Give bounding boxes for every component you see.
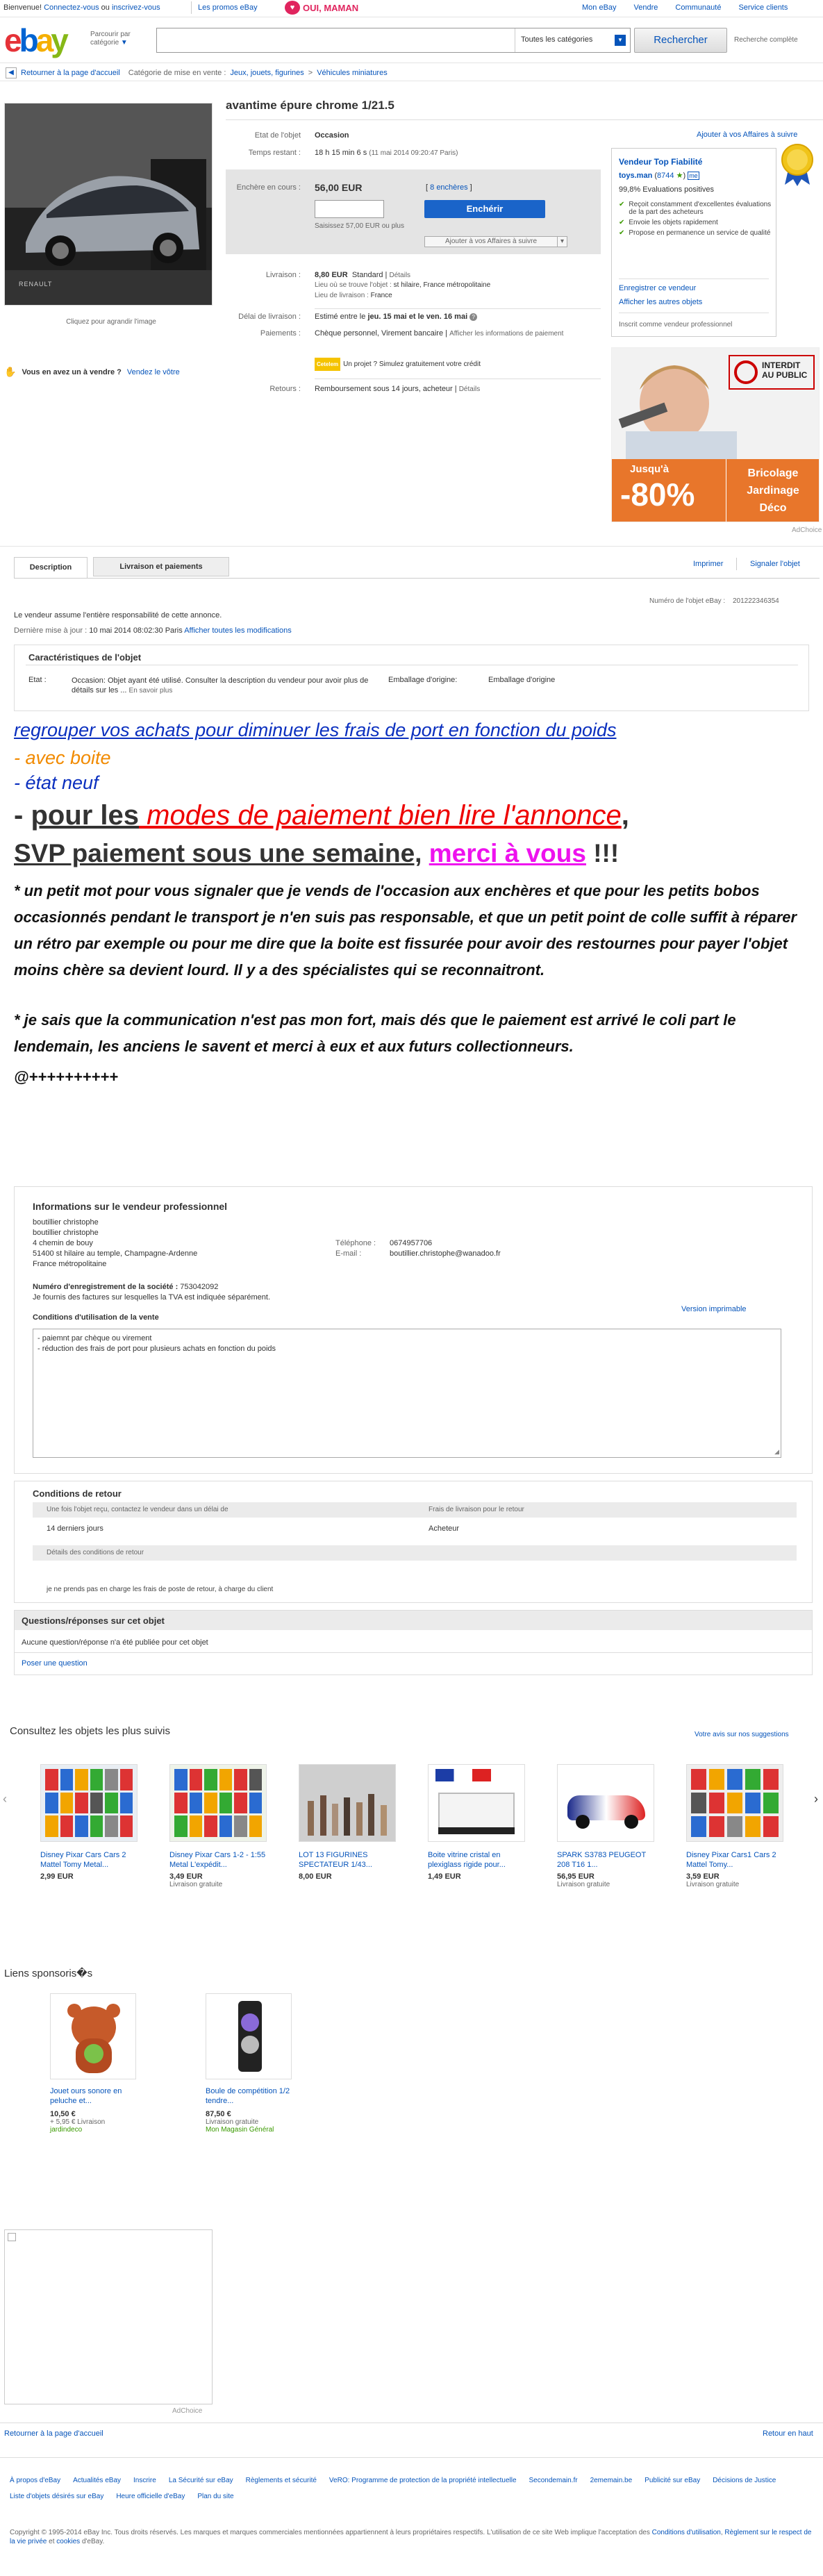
car-photo xyxy=(5,103,212,305)
recent-item-price: 8,00 EUR xyxy=(299,1872,332,1881)
copyright-suffix: d'eBay. xyxy=(81,2538,105,2545)
ad-upto: Jusqu'à xyxy=(630,463,670,475)
recent-item-shipping: Livraison gratuite xyxy=(686,1881,740,1888)
footer-link[interactable]: Décisions de Justice xyxy=(713,2477,776,2484)
positive-feedback: 99,8% Evaluations positives xyxy=(619,185,714,194)
footer-link[interactable]: Liste d'objets désirés sur eBay xyxy=(10,2493,104,2500)
pro-city: 51400 st hilaire au temple, Champagne-Ardenne xyxy=(33,1249,198,1258)
time-left-label: Temps restant : xyxy=(248,149,301,157)
ad-placeholder[interactable] xyxy=(4,2229,213,2404)
promos-link[interactable]: Les promos eBay xyxy=(198,3,258,12)
desc-line4-modes: modes de paiement bien lire l'annonce xyxy=(139,800,622,831)
sponsored-title: Liens sponsoris�s xyxy=(4,1968,93,1979)
search-button[interactable]: Rechercher xyxy=(634,28,727,53)
shipping-type: Standard xyxy=(351,271,383,279)
pro-address xyxy=(33,1218,197,1270)
desc-signature: @++++++++++ xyxy=(14,1068,118,1086)
return-details-text: je ne prends pas en charge les frais de poste de retour, à charge du client xyxy=(47,1586,274,1593)
logo-b: b xyxy=(19,22,36,58)
greeting: Bienvenue! xyxy=(3,3,42,12)
desc-line4-dash: - xyxy=(14,800,31,831)
printable-version-link[interactable]: Version imprimable xyxy=(681,1305,747,1313)
recent-item[interactable] xyxy=(299,1764,396,1881)
sponsored-item-price: 87,50 € xyxy=(206,2110,231,2118)
carousel-prev-icon[interactable]: ‹ xyxy=(3,1792,7,1806)
recent-item-shipping: Livraison gratuite xyxy=(169,1881,223,1888)
last-update-label: Dernière mise à jour : xyxy=(14,626,88,635)
check-icon: ✔ xyxy=(619,201,625,208)
footer-link[interactable]: 2ememain.be xyxy=(590,2477,633,2484)
desc-line1: regrouper vos achats pour diminuer les frais de port en fonction du poids xyxy=(14,720,617,740)
spec-state-label: Etat : xyxy=(28,676,47,684)
cookies-link[interactable]: cookies xyxy=(56,2538,81,2545)
watch-button-label: Ajouter à vos Affaires à suivre xyxy=(444,238,538,245)
category-select[interactable] xyxy=(515,28,630,52)
top-nav xyxy=(582,3,788,12)
add-watchlist-link[interactable]: Ajouter à vos Affaires à suivre xyxy=(697,131,798,139)
qa-title: Questions/réponses sur cet objet xyxy=(22,1615,165,1626)
condition-value: Occasion xyxy=(315,131,349,140)
advanced-search-link[interactable]: Recherche complète xyxy=(734,36,798,44)
copyright-text: Copyright © 1995-2014 eBay Inc. Tous droits réservés. Les marques et marques commerciales mentionnées appartiennent à leurs propriétaires respectifs. L'utilisation de ce site Web implique l'acceptation des xyxy=(10,2529,650,2536)
pro-street: 4 chemin de bouy xyxy=(33,1239,93,1247)
ship-to-label: Lieu de livraison : xyxy=(315,292,369,299)
ad-banner[interactable] xyxy=(611,347,820,522)
return-details-header xyxy=(33,1545,797,1561)
see-more-link[interactable]: En savoir plus xyxy=(128,687,173,695)
payment-methods: Chèque personnel, Virement bancaire xyxy=(315,329,444,338)
item-image[interactable] xyxy=(4,103,213,306)
return-details-title: Détails des conditions de retour xyxy=(47,1549,144,1556)
recent-item[interactable] xyxy=(557,1764,654,1888)
registration-number xyxy=(33,1283,218,1291)
recent-item-price: 3,49 EUR xyxy=(169,1872,203,1881)
broken-image-icon xyxy=(8,2233,16,2241)
logo-a: a xyxy=(35,22,51,58)
return-table-header xyxy=(33,1502,797,1518)
footer-link[interactable]: La Sécurité sur eBay xyxy=(168,2477,233,2484)
my-ebay-link[interactable]: Mon eBay xyxy=(582,3,617,12)
reg-value: 753042092 xyxy=(180,1283,219,1291)
item-number-value: 201222346354 xyxy=(732,597,779,605)
last-update xyxy=(14,626,292,635)
desc-line5-thanks: merci à vous xyxy=(429,839,586,867)
recent-item-image xyxy=(557,1764,654,1842)
location-label: Lieu où se trouve l'objet : xyxy=(315,281,392,289)
tab-description[interactable]: Description xyxy=(14,557,88,578)
delivery-estimate xyxy=(315,313,477,321)
breadcrumb xyxy=(6,67,388,78)
recent-item-image xyxy=(686,1764,783,1842)
current-bid-value: 56,00 EUR xyxy=(315,182,363,193)
sell-link[interactable]: Vendre xyxy=(633,3,658,12)
shipping-info: 8,80 EUR Standard | Détails Lieu où se trouve l'objet : st hilaire, France métropolitaine Lieu de livraison : France xyxy=(315,271,491,299)
footer-link[interactable]: Inscrire xyxy=(133,2477,156,2484)
register-link[interactable]: inscrivez-vous xyxy=(111,3,160,12)
top-welcome xyxy=(3,3,160,12)
help-link[interactable]: Service clients xyxy=(738,3,788,12)
pro-seller-text: Inscrit comme vendeur professionnel xyxy=(619,321,733,329)
desc-line3: - état neuf xyxy=(14,772,99,793)
seller-responsibility: Le vendeur assume l'entière responsabilité de cette annonce. xyxy=(14,611,222,620)
resize-handle-icon[interactable]: ◢ xyxy=(774,1448,779,1455)
recent-item-title[interactable]: SPARK S3783 PEUGEOT 208 T16 1... xyxy=(557,1851,646,1869)
last-update-value: 10 mai 2014 08:02:30 Paris xyxy=(89,626,183,635)
crumb-vehicles[interactable]: Véhicules miniatures xyxy=(317,69,388,77)
recent-item-price: 2,99 EUR xyxy=(40,1872,74,1881)
crumb-toys[interactable]: Jeux, jouets, figurines xyxy=(230,69,304,77)
recent-item-title[interactable]: LOT 13 FIGURINES SPECTATEUR 1/43... xyxy=(299,1851,372,1869)
cetelem-promo[interactable] xyxy=(315,358,481,371)
chevron-down-icon: ▼ xyxy=(615,35,626,46)
browse-category[interactable] xyxy=(90,31,146,47)
footer-link[interactable]: Publicité sur eBay xyxy=(645,2477,701,2484)
hand-icon: ✋ xyxy=(4,366,17,377)
heart-icon: ♥ xyxy=(285,1,300,15)
recent-item-price: 3,59 EUR xyxy=(686,1872,720,1881)
qa-none: Aucune question/réponse n'a été publiée pour cet objet xyxy=(22,1638,208,1647)
save-seller-link[interactable]: Enregistrer ce vendeur xyxy=(619,284,697,292)
benefit-1: Reçoit constamment d'excellentes évaluations de la part des acheteurs xyxy=(629,201,772,216)
footer-link[interactable]: Règlements et sécurité xyxy=(245,2477,317,2484)
ad-line3: Déco xyxy=(759,502,787,514)
tab-shipping[interactable]: Livraison et paiements xyxy=(93,557,229,576)
help-icon[interactable]: ? xyxy=(469,313,477,321)
benefit-2: Envoie les objets rapidement xyxy=(629,219,718,226)
copyright: Copyright © 1995-2014 eBay Inc. Tous droits réservés. Les marques et marques commerciales mentionnées appartiennent à leurs propriétaires respectifs. L'utilisation de ce site Web implique l'acceptation des Conditions d'utilisation, Règlement sur le respect de la vie privée et cookies d'eBay. xyxy=(10,2529,812,2545)
logo-e: e xyxy=(4,22,19,58)
desc-line5-exclaim: !!! xyxy=(585,839,620,867)
pro-info-title: Informations sur le vendeur professionnel xyxy=(33,1201,228,1212)
sell-one-row xyxy=(4,366,180,378)
phone-value: 0674957706 xyxy=(390,1239,433,1247)
recent-item-title[interactable]: Disney Pixar Cars Cars 2 Mattel Tomy Metal... xyxy=(40,1851,126,1869)
footer-link[interactable]: Actualités eBay xyxy=(73,2477,122,2484)
all-revisions-link[interactable]: Afficher toutes les modifications xyxy=(184,626,292,635)
ad-brand-text: INTERDIT AU PUBLIC xyxy=(762,360,808,380)
star-icon: ★ xyxy=(676,172,683,180)
recent-item-price: 56,95 EUR xyxy=(557,1872,595,1881)
seller-benefits xyxy=(619,201,772,237)
oui-maman-banner[interactable] xyxy=(283,1,360,15)
payment-info-link[interactable]: Afficher les informations de paiement xyxy=(449,330,564,338)
recent-item[interactable] xyxy=(428,1764,525,1881)
recent-item-title[interactable]: Disney Pixar Cars1 Cars 2 Mattel Tomy... xyxy=(686,1851,776,1869)
sponsored-item-shop: jardindeco xyxy=(50,2126,83,2134)
back-home-link[interactable]: Retourner à la page d'accueil xyxy=(21,69,120,77)
report-item-link[interactable]: Signaler l'objet xyxy=(750,560,800,568)
recent-item-title[interactable]: Boite vitrine cristal en plexiglass rigide pour... xyxy=(428,1851,506,1869)
shipping-details-link[interactable]: Détails xyxy=(389,272,411,279)
and-text: et xyxy=(49,2538,55,2545)
sell-one-question: Vous en avez un à vendre ? xyxy=(22,367,122,376)
delivery-prefix: Estimé entre le xyxy=(315,313,366,321)
seller-name-link[interactable]: toys.man xyxy=(619,172,653,180)
recent-item[interactable] xyxy=(40,1764,138,1881)
footer-link[interactable]: VeRO: Programme de protection de la propriété intellectuelle xyxy=(329,2477,517,2484)
benefit-3: Propose en permanence un service de qualité xyxy=(629,229,771,237)
bid-count xyxy=(426,183,472,192)
pro-country: France métropolitaine xyxy=(33,1260,107,1268)
sponsored-item-title[interactable]: Boule de compétition 1/2 tendre... xyxy=(206,2087,290,2105)
sponsored-item-shop: Mon Magasin Général xyxy=(206,2126,274,2134)
desc-line4 xyxy=(14,800,629,831)
recent-item-image xyxy=(40,1764,138,1842)
bid-count-open: [ xyxy=(426,183,429,192)
recent-item-shipping: Livraison gratuite xyxy=(557,1881,610,1888)
divider xyxy=(191,1,192,14)
footer-link[interactable]: Heure officielle d'eBay xyxy=(116,2493,185,2500)
ad-line2: Jardinage xyxy=(747,485,799,497)
terms-textarea[interactable] xyxy=(33,1329,781,1458)
return-col2: Frais de livraison pour le retour xyxy=(429,1506,524,1513)
category-select-label: Toutes les catégories xyxy=(521,35,593,44)
bottom-back-home-link[interactable]: Retourner à la page d'accueil xyxy=(4,2429,103,2438)
returns-info: Remboursement sous 14 jours, acheteur | Détails xyxy=(315,385,481,393)
spec-state-value xyxy=(72,676,370,696)
pro-name-1: boutillier christophe xyxy=(33,1218,99,1227)
specifics-title: Caractéristiques de l'objet xyxy=(28,652,142,663)
ad-line1: Bricolage xyxy=(747,467,799,479)
time-left xyxy=(315,149,458,157)
qa-header xyxy=(15,1611,812,1630)
footer-link[interactable]: À propos d'eBay xyxy=(10,2477,61,2484)
watch-dropdown-button[interactable] xyxy=(424,236,567,247)
sponsored-item-extra: Livraison gratuite xyxy=(206,2118,259,2126)
sponsored-item-image xyxy=(206,1993,292,2079)
seller-box xyxy=(611,148,776,337)
oui-maman-text: OUI, MAMAN xyxy=(303,3,359,13)
back-arrow-icon[interactable]: ◀ xyxy=(6,67,17,78)
ad-offer xyxy=(612,459,820,522)
most-watched-title: Consultez les objets les plus suivis xyxy=(10,1725,170,1737)
shipping-label: Livraison : xyxy=(265,271,301,279)
sponsored-item-price: 10,50 € xyxy=(50,2110,76,2118)
footer-link[interactable]: Secondemain.fr xyxy=(529,2477,578,2484)
signin-link[interactable]: Connectez-vous xyxy=(44,3,99,12)
item-number-label: Numéro de l'objet eBay : xyxy=(649,597,726,605)
email-value: boutillier.christophe@wanadoo.fr xyxy=(390,1249,501,1258)
shipping-cost: 8,80 EUR xyxy=(315,271,348,279)
footer-link[interactable]: Plan du site xyxy=(197,2493,234,2500)
delivery-label: Délai de livraison : xyxy=(238,313,301,321)
check-icon: ✔ xyxy=(619,229,625,237)
return-col1: Une fois l'objet reçu, contactez le vendeur dans un délai de xyxy=(47,1506,228,1513)
desc-line4-pour: pour les xyxy=(31,800,140,831)
qa-section xyxy=(14,1610,813,1675)
logo-y: y xyxy=(51,22,66,58)
seller-name-row: toys.man (8744 ★) me xyxy=(619,172,698,180)
ad-brand xyxy=(729,355,815,390)
item-number xyxy=(649,597,779,605)
recent-item-image xyxy=(299,1764,396,1842)
desc-paragraph2: * je sais que la communication n'est pas mon fort, mais dés que le paiement est arrivé le coli part le lendemain, les anciens le savent et merci à eux et aux futurs collectionneurs. xyxy=(14,1011,736,1055)
crumb-separator: > xyxy=(308,69,313,77)
feedback-suggestions-link[interactable]: Votre avis sur nos suggestions xyxy=(695,1731,789,1738)
bid-amount-input[interactable] xyxy=(315,200,384,218)
sponsored-item-image xyxy=(50,1993,136,2079)
privacy-link[interactable]: Règlement sur le respect de la vie privée xyxy=(10,2529,812,2545)
sponsored-item[interactable] xyxy=(50,1993,140,2134)
payment-info: Chèque personnel, Virement bancaire | Afficher les informations de paiement xyxy=(315,329,564,338)
pro-contact xyxy=(335,1238,501,1259)
adchoice-label[interactable]: AdChoice xyxy=(792,526,822,534)
pro-name-2: boutillier christophe xyxy=(33,1229,99,1237)
vat-line: Je fournis des factures sur lesquelles la TVA est indiquée séparément. xyxy=(33,1293,271,1302)
terms-line-1: - paiemnt par chèque ou virement xyxy=(38,1334,152,1343)
ebay-logo[interactable] xyxy=(4,22,88,58)
pro-seller-info xyxy=(14,1186,813,1474)
carousel-next-icon[interactable]: › xyxy=(814,1792,818,1806)
desc-line4-comma: , xyxy=(621,800,629,831)
chevron-down-icon: ▼ xyxy=(120,39,128,47)
reg-label: Numéro d'enregistrement de la société : xyxy=(33,1283,178,1291)
top-rated-medal-icon xyxy=(779,143,815,186)
top-rated-title: Vendeur Top Fiabilité xyxy=(619,157,703,167)
recent-item-title[interactable]: Disney Pixar Cars 1-2 - 1:55 Metal L'expédit... xyxy=(169,1851,266,1869)
feedback-score-link[interactable]: 8744 xyxy=(657,172,674,180)
sponsored-item-extra: + 5,95 € Livraison xyxy=(50,2118,106,2126)
check-icon: ✔ xyxy=(619,219,625,226)
spec-packaging-value: Emballage d'origine xyxy=(488,676,556,684)
phone-label: Téléphone : xyxy=(335,1239,376,1247)
returns-label: Retours : xyxy=(269,385,301,393)
footer-links xyxy=(10,2477,815,2500)
me-icon: me xyxy=(689,172,698,179)
ship-to-value: France xyxy=(370,292,392,299)
terms-line-2: - réduction des frais de port pour plusieurs achats en fonction du poids xyxy=(38,1345,276,1353)
condition-label: Etat de l'objet xyxy=(254,131,301,140)
recent-item[interactable] xyxy=(169,1764,267,1888)
desc-line5-main: SVP paiement sous une semaine, xyxy=(14,839,422,867)
place-bid-button[interactable]: Enchérir xyxy=(424,200,545,218)
recent-item-image xyxy=(169,1764,267,1842)
bid-panel xyxy=(226,169,601,254)
time-left-value: 18 h 15 min 6 s xyxy=(315,149,367,157)
return-policy xyxy=(14,1481,813,1603)
recent-item[interactable] xyxy=(686,1764,783,1888)
image-caption: Cliquez pour agrandir l'image xyxy=(66,318,156,326)
return-title: Conditions de retour xyxy=(33,1488,122,1499)
desc-line2: - avec boite xyxy=(14,747,111,768)
email-label: E-mail : xyxy=(335,1249,362,1258)
sponsored-item-title[interactable]: Jouet ours sonore en peluche et... xyxy=(50,2087,122,2105)
cetelem-text: Un projet ? Simulez gratuitement votre crédit xyxy=(343,360,481,368)
location-value: st hilaire, France métropolitaine xyxy=(393,281,491,289)
returns-details-link[interactable]: Détails xyxy=(458,385,481,393)
bid-count-link[interactable]: 8 xyxy=(430,183,435,192)
recent-item-price: 1,49 EUR xyxy=(428,1872,461,1881)
cetelem-logo: Cetelem xyxy=(315,358,340,371)
payment-label: Paiements : xyxy=(260,329,301,338)
ad-discount: -80% xyxy=(620,476,695,513)
bid-count-text[interactable]: enchères xyxy=(436,183,468,192)
item-title: avantime épure chrome 1/21.5 xyxy=(226,99,394,112)
bid-hint: Saisissez 57,00 EUR ou plus xyxy=(315,222,404,230)
bid-count-close: ] xyxy=(469,183,472,192)
back-to-top-link[interactable]: Retour en haut xyxy=(763,2429,813,2438)
print-link[interactable]: Imprimer xyxy=(693,560,724,568)
adchoice-label-2[interactable]: AdChoice xyxy=(172,2407,203,2415)
desc-paragraph1: * un petit mot pour vous signaler que je vends de l'occasion aux enchères et que pour les petits bobos occasionnés pendant le transport je n'en suis pas responsable, et que un petit point de colle suffit à réparer un rétro par exemple ou pour me dire que la boite est fissurée pour avoir des restournes pour payer l'objet moins chère sa devient lourd. Il y a des spécialistes qui se reconnaitront. xyxy=(14,882,797,979)
ad-categories xyxy=(729,465,817,517)
sponsored-item[interactable] xyxy=(206,1993,296,2134)
desc-line5 xyxy=(14,839,619,868)
box-brand-text: RENAULT xyxy=(19,281,53,288)
spec-packaging-label: Emballage d'origine: xyxy=(388,676,458,684)
or-text: ou xyxy=(101,3,110,12)
delivery-dates: jeu. 15 mai et le ven. 16 mai xyxy=(367,313,468,321)
return-days: 14 derniers jours xyxy=(47,1524,103,1533)
listed-in-label: Catégorie de mise en vente : xyxy=(128,69,226,77)
terms-title: Conditions d'utilisation de la vente xyxy=(33,1313,159,1322)
chevron-down-icon: ▾ xyxy=(557,237,567,247)
browse-text: Parcourir par catégorie xyxy=(90,31,131,47)
seller-other-items-link[interactable]: Afficher les autres objets xyxy=(619,298,703,306)
community-link[interactable]: Communauté xyxy=(675,3,722,12)
item-specifics xyxy=(14,645,809,711)
search-input[interactable] xyxy=(160,29,514,51)
no-entry-icon xyxy=(734,360,758,384)
spec-state-text: Occasion: Objet ayant été utilisé. Consulter la description du vendeur pour avoir plus de détails sur les ... xyxy=(72,676,369,695)
return-payer: Acheteur xyxy=(429,1524,460,1533)
recent-item-image xyxy=(428,1764,525,1842)
current-bid-label: Enchère en cours : xyxy=(236,183,301,192)
terms-of-use-link[interactable]: Conditions d'utilisation xyxy=(651,2529,721,2536)
time-left-detail: (11 mai 2014 09:20:47 Paris) xyxy=(369,149,458,157)
returns-value: Remboursement sous 14 jours, acheteur xyxy=(315,385,453,393)
ask-question-link[interactable]: Poser une question xyxy=(22,1659,88,1668)
sell-yours-link[interactable]: Vendez le vôtre xyxy=(126,367,180,376)
search-bar xyxy=(156,28,631,53)
